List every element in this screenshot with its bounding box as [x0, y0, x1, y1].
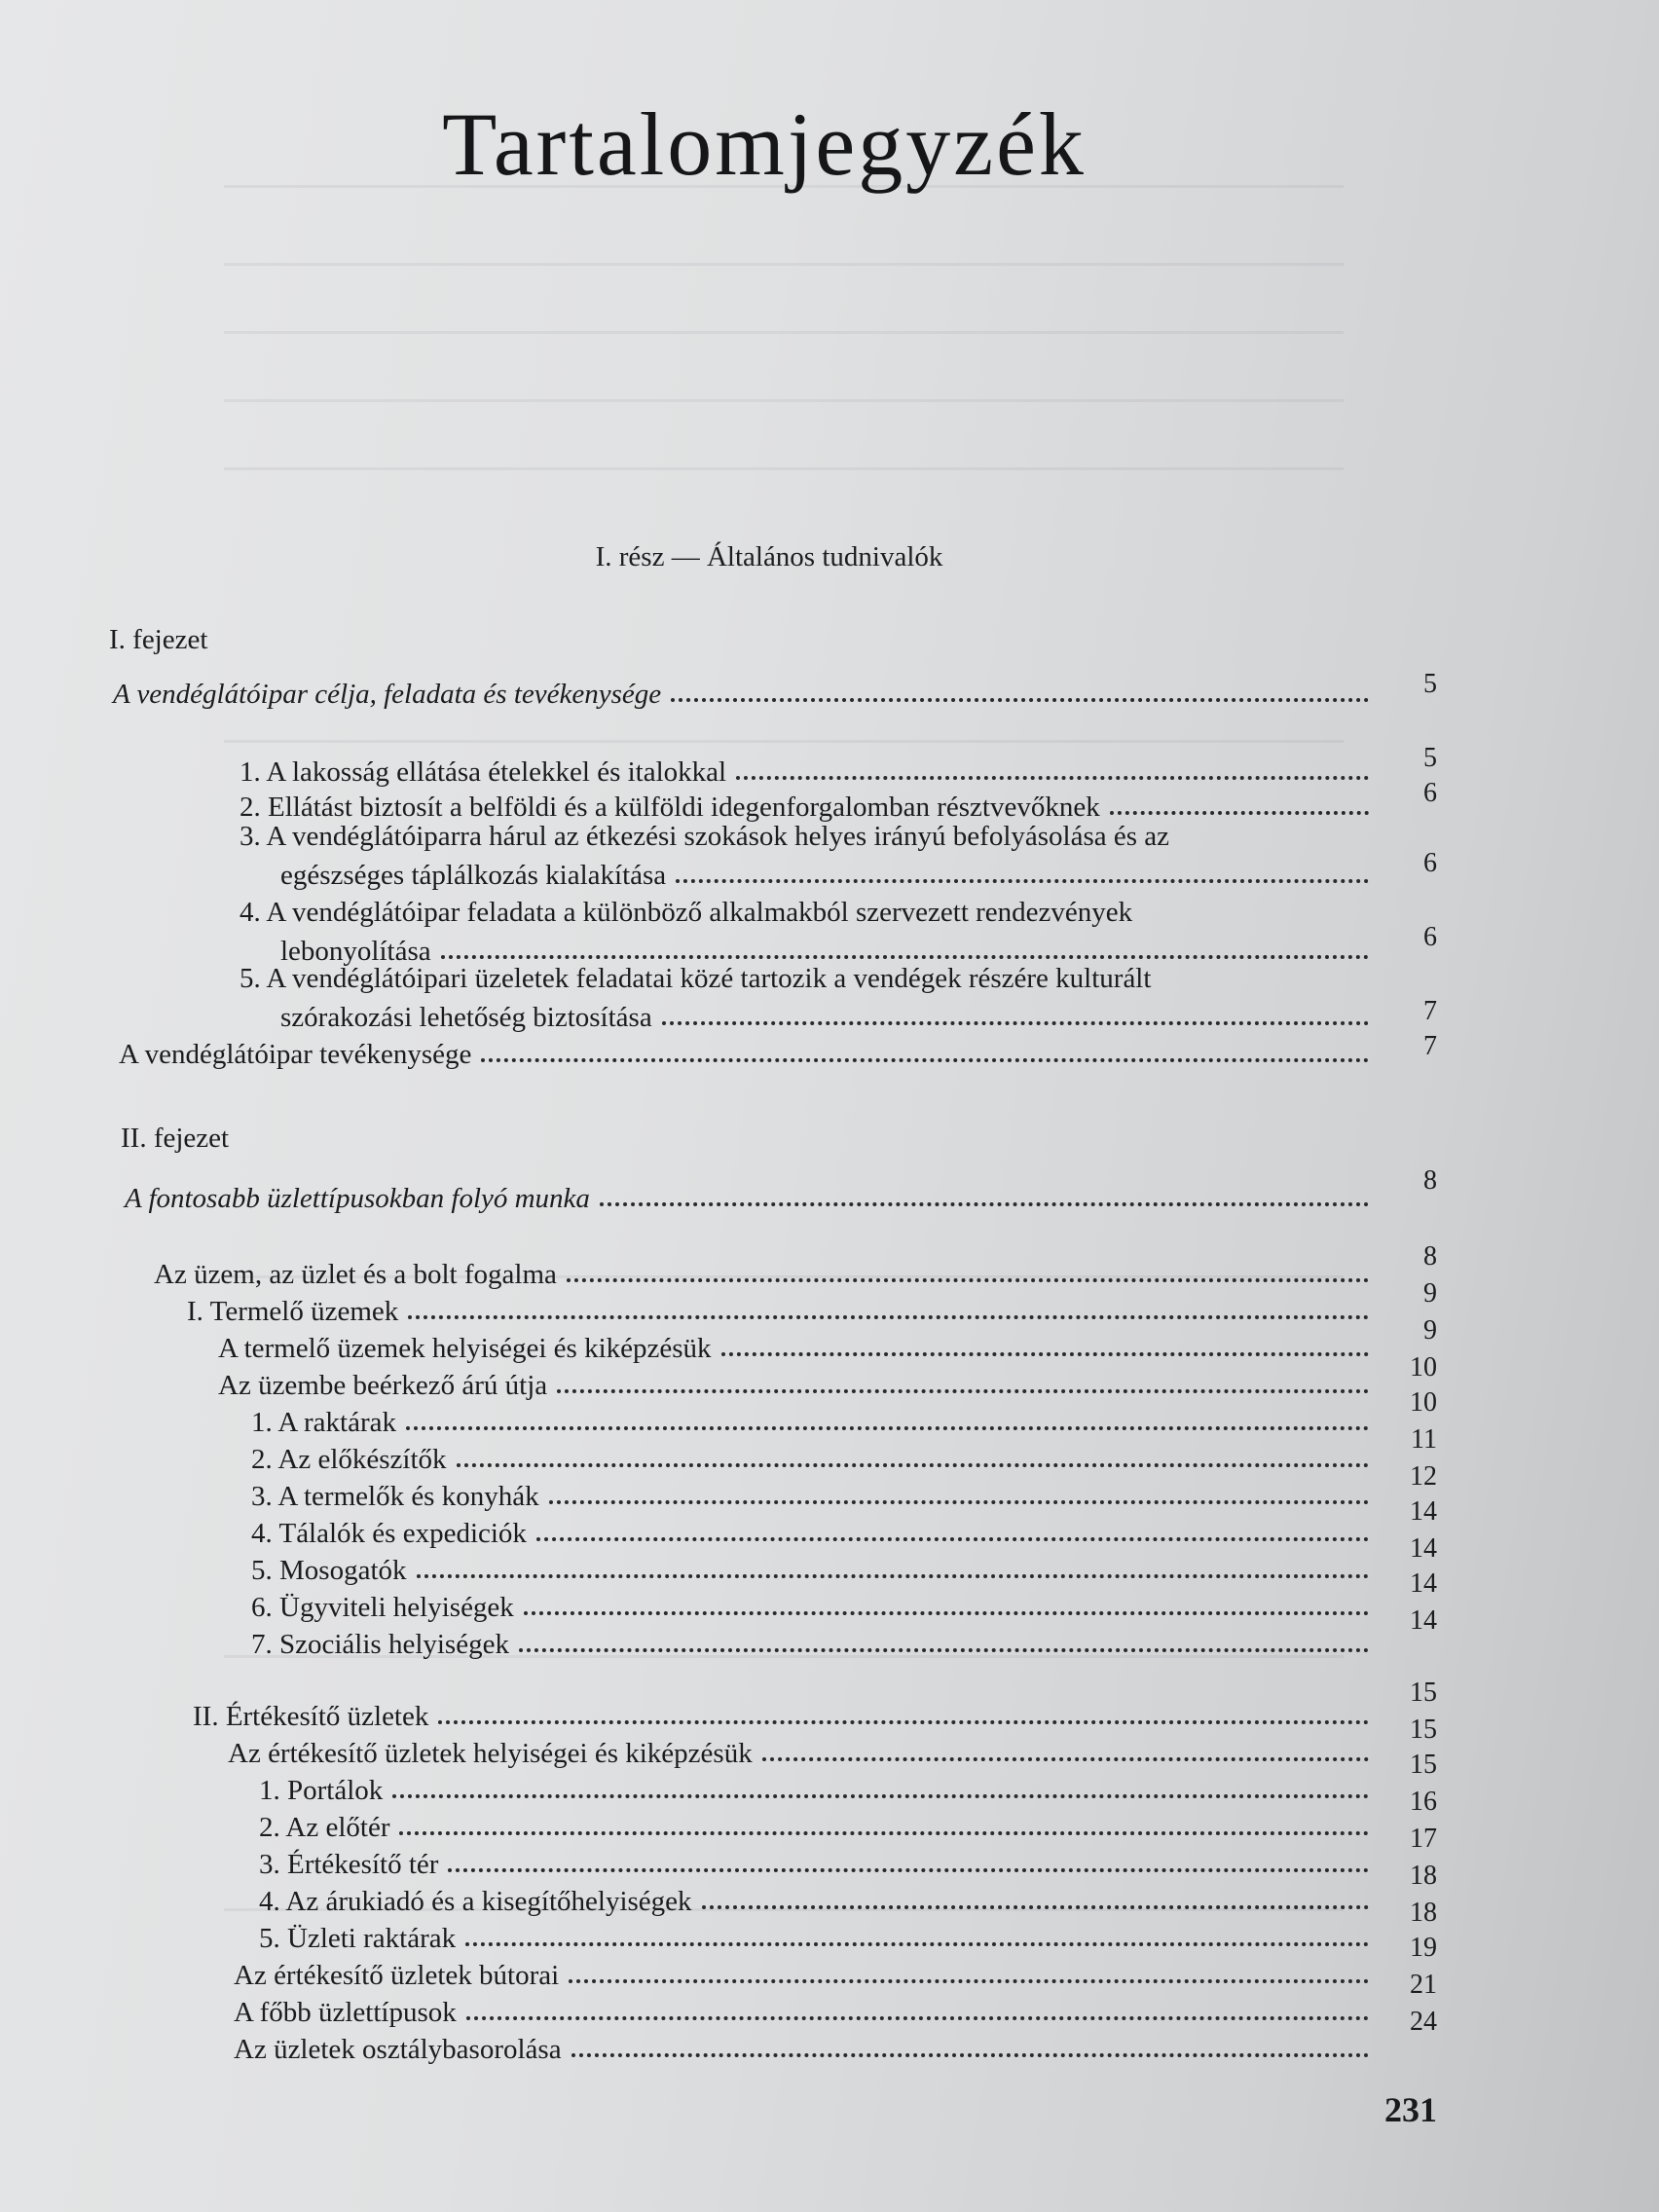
toc-entry-text: 4. A vendéglátóipar feladata a különböző alkalmakból szervezett rendezvények	[240, 897, 1133, 928]
toc-entry-text: 1. Portálok	[259, 1775, 384, 1806]
toc-entry-text: 5. Üzleti raktárak	[259, 1923, 457, 1954]
toc-entry-text: egészséges táplálkozás kialakítása	[280, 860, 667, 891]
leader-dots	[600, 1201, 1369, 1206]
leader-dots	[392, 1793, 1369, 1798]
toc-page: 10	[1410, 1352, 1437, 1382]
toc-page: 15	[1410, 1677, 1437, 1708]
leader-dots	[448, 1867, 1369, 1872]
toc-entry-text: 1. A lakosság ellátása ételekkel és italokkal	[240, 756, 727, 788]
toc-entry[interactable]	[187, 1289, 1377, 1328]
toc-entry-text: 4. Az árukiadó és a kisegítőhelyiségek	[259, 1886, 692, 1917]
toc-page: 7	[1423, 1031, 1437, 1061]
toc-page: 14	[1410, 1533, 1437, 1564]
toc-entry[interactable]	[251, 1437, 1377, 1476]
toc-entry[interactable]	[259, 1842, 1377, 1881]
toc-page: 12	[1410, 1461, 1437, 1492]
toc-entry[interactable]	[259, 1805, 1377, 1844]
leader-dots	[481, 1057, 1369, 1062]
toc-entry-text: II. Értékesítő üzletek	[193, 1701, 429, 1732]
toc-entry-text: 4. Tálalók és expediciók	[251, 1518, 527, 1549]
toc-page: 11	[1411, 1424, 1437, 1455]
toc-entry-text: Az értékesítő üzletek bútorai	[234, 1960, 560, 1991]
leader-dots	[399, 1830, 1369, 1835]
toc-entry[interactable]	[240, 750, 1377, 789]
leader-dots	[457, 1462, 1369, 1467]
leader-dots	[557, 1388, 1369, 1393]
toc-entry-text: A vendéglátóipar tevékenysége	[119, 1039, 472, 1070]
leader-dots	[536, 1536, 1369, 1541]
page-number: 231	[1384, 2090, 1437, 2129]
toc-entry[interactable]	[259, 1768, 1377, 1807]
toc-page: 15	[1410, 1750, 1437, 1780]
toc-entry[interactable]	[234, 2027, 1377, 2066]
leader-dots	[571, 2052, 1369, 2057]
leader-dots	[519, 1647, 1369, 1652]
toc-page: 10	[1410, 1387, 1437, 1418]
toc-page: 7	[1423, 996, 1437, 1026]
leader-dots	[702, 1904, 1369, 1909]
toc-entry[interactable]	[113, 672, 1377, 711]
toc-entry-text: 7. Szociális helyiségek	[251, 1629, 509, 1660]
toc-page: 9	[1423, 1278, 1437, 1309]
toc-entry[interactable]	[251, 1400, 1377, 1439]
toc-entry-text: 3. Értékesítő tér	[259, 1849, 439, 1880]
leader-dots	[736, 775, 1369, 780]
toc-page: 6	[1423, 922, 1437, 952]
leader-dots	[671, 697, 1369, 702]
chapter-heading: II. fejezet	[121, 1123, 230, 1154]
toc-entry-text: 2. Az előkészítők	[251, 1444, 447, 1475]
chapter-heading: I. fejezet	[109, 624, 208, 655]
leader-dots	[466, 2015, 1369, 2020]
leader-dots	[524, 1610, 1369, 1615]
leader-dots	[438, 1719, 1369, 1724]
toc-entry-text: A vendéglátóipar célja, feladata és tevékenysége	[113, 679, 662, 710]
toc-entry[interactable]	[234, 1953, 1377, 1992]
toc-entry[interactable]	[251, 1585, 1377, 1624]
leader-dots	[567, 1277, 1369, 1282]
leader-dots	[762, 1756, 1369, 1761]
toc-entry[interactable]	[119, 1032, 1377, 1071]
toc-page: 14	[1410, 1605, 1437, 1636]
toc-entry-text: Az értékesítő üzletek helyiségei és kiképzésük	[228, 1738, 753, 1769]
leader-dots	[662, 1020, 1369, 1025]
toc-entry-text: A fontosabb üzlettípusokban folyó munka	[125, 1183, 590, 1214]
toc-entry[interactable]	[218, 1363, 1377, 1402]
toc-entry-text: Az üzletek osztálybasorolása	[234, 2034, 562, 2065]
toc-page: 21	[1410, 1970, 1437, 2000]
toc-page: 8	[1423, 1241, 1437, 1272]
toc-page: 19	[1410, 1933, 1437, 1963]
toc-entry[interactable]	[259, 1916, 1377, 1955]
toc-entry-text: 3. A vendéglátóiparra hárul az étkezési szokások helyes irányú befolyásolása és az	[240, 821, 1170, 852]
toc-page: 15	[1410, 1714, 1437, 1745]
toc-entry[interactable]	[228, 1731, 1377, 1770]
toc-entry-text: I. Termelő üzemek	[187, 1296, 399, 1327]
leader-dots	[417, 1573, 1370, 1578]
leader-dots	[406, 1425, 1369, 1430]
toc-entry[interactable]	[259, 1879, 1377, 1918]
toc-page: 9	[1423, 1315, 1437, 1346]
toc-entry[interactable]	[154, 1252, 1377, 1291]
toc-entry[interactable]	[251, 1622, 1377, 1661]
toc-page: 5	[1423, 743, 1437, 773]
toc-entry[interactable]	[234, 1990, 1377, 2029]
leader-dots	[465, 1941, 1369, 1946]
toc-entry[interactable]	[240, 785, 1377, 824]
toc-entry[interactable]	[251, 1474, 1377, 1513]
toc-entry-text: A termelő üzemek helyiségei és kiképzésük	[218, 1333, 712, 1364]
leader-dots	[441, 954, 1369, 959]
toc-entry-text: Az üzembe beérkező árú útja	[218, 1370, 548, 1401]
toc-page: 14	[1410, 1568, 1437, 1599]
toc-entry[interactable]	[280, 995, 1377, 1034]
toc-page: 6	[1423, 778, 1437, 808]
leader-dots	[676, 878, 1369, 883]
toc-page: 24	[1410, 2007, 1437, 2037]
page-title: Tartalomjegyzék	[442, 94, 1087, 194]
toc-page: 16	[1410, 1787, 1437, 1817]
toc-entry-text: lebonyolítása	[280, 936, 431, 967]
toc-page: 17	[1410, 1824, 1437, 1854]
toc-entry-text: Az üzem, az üzlet és a bolt fogalma	[154, 1259, 557, 1290]
toc-entry-text: 2. Az előtér	[259, 1812, 390, 1843]
toc-entry-text: szórakozási lehetőség biztosítása	[280, 1002, 652, 1033]
leader-dots	[1110, 810, 1369, 815]
toc-entry-text: 2. Ellátást biztosít a belföldi és a külföldi idegenforgalomban résztvevőknek	[240, 792, 1100, 823]
toc-entry-text: 3. A termelők és konyhák	[251, 1481, 539, 1512]
toc-page: 5	[1423, 669, 1437, 699]
leader-dots	[569, 1978, 1369, 1983]
leader-dots	[721, 1351, 1369, 1356]
toc-entry[interactable]	[193, 1694, 1377, 1733]
part-title: I. rész — Általános tudnivalók	[595, 541, 943, 572]
leader-dots	[408, 1314, 1369, 1319]
toc-entry-text: 6. Ügyviteli helyiségek	[251, 1592, 514, 1623]
toc-entry-text: A főbb üzlettípusok	[234, 1997, 457, 2028]
toc-page: 6	[1423, 848, 1437, 878]
toc-page: 14	[1410, 1496, 1437, 1527]
toc-entry-text: 5. Mosogatók	[251, 1555, 407, 1586]
toc-entry[interactable]	[251, 1511, 1377, 1550]
toc-entry[interactable]	[280, 853, 1377, 892]
toc-page: 18	[1410, 1898, 1437, 1928]
toc-entry-text: 5. A vendéglátóipari üzeletek feladatai közé tartozik a vendégek részére kulturált	[240, 963, 1152, 994]
toc-entry[interactable]	[218, 1326, 1377, 1365]
toc-entry[interactable]	[251, 1548, 1377, 1587]
toc-entry-text: 1. A raktárak	[251, 1407, 396, 1438]
toc-page: 18	[1410, 1861, 1437, 1891]
toc-page: 8	[1423, 1165, 1437, 1196]
toc-entry[interactable]	[125, 1176, 1377, 1215]
leader-dots	[549, 1499, 1369, 1504]
